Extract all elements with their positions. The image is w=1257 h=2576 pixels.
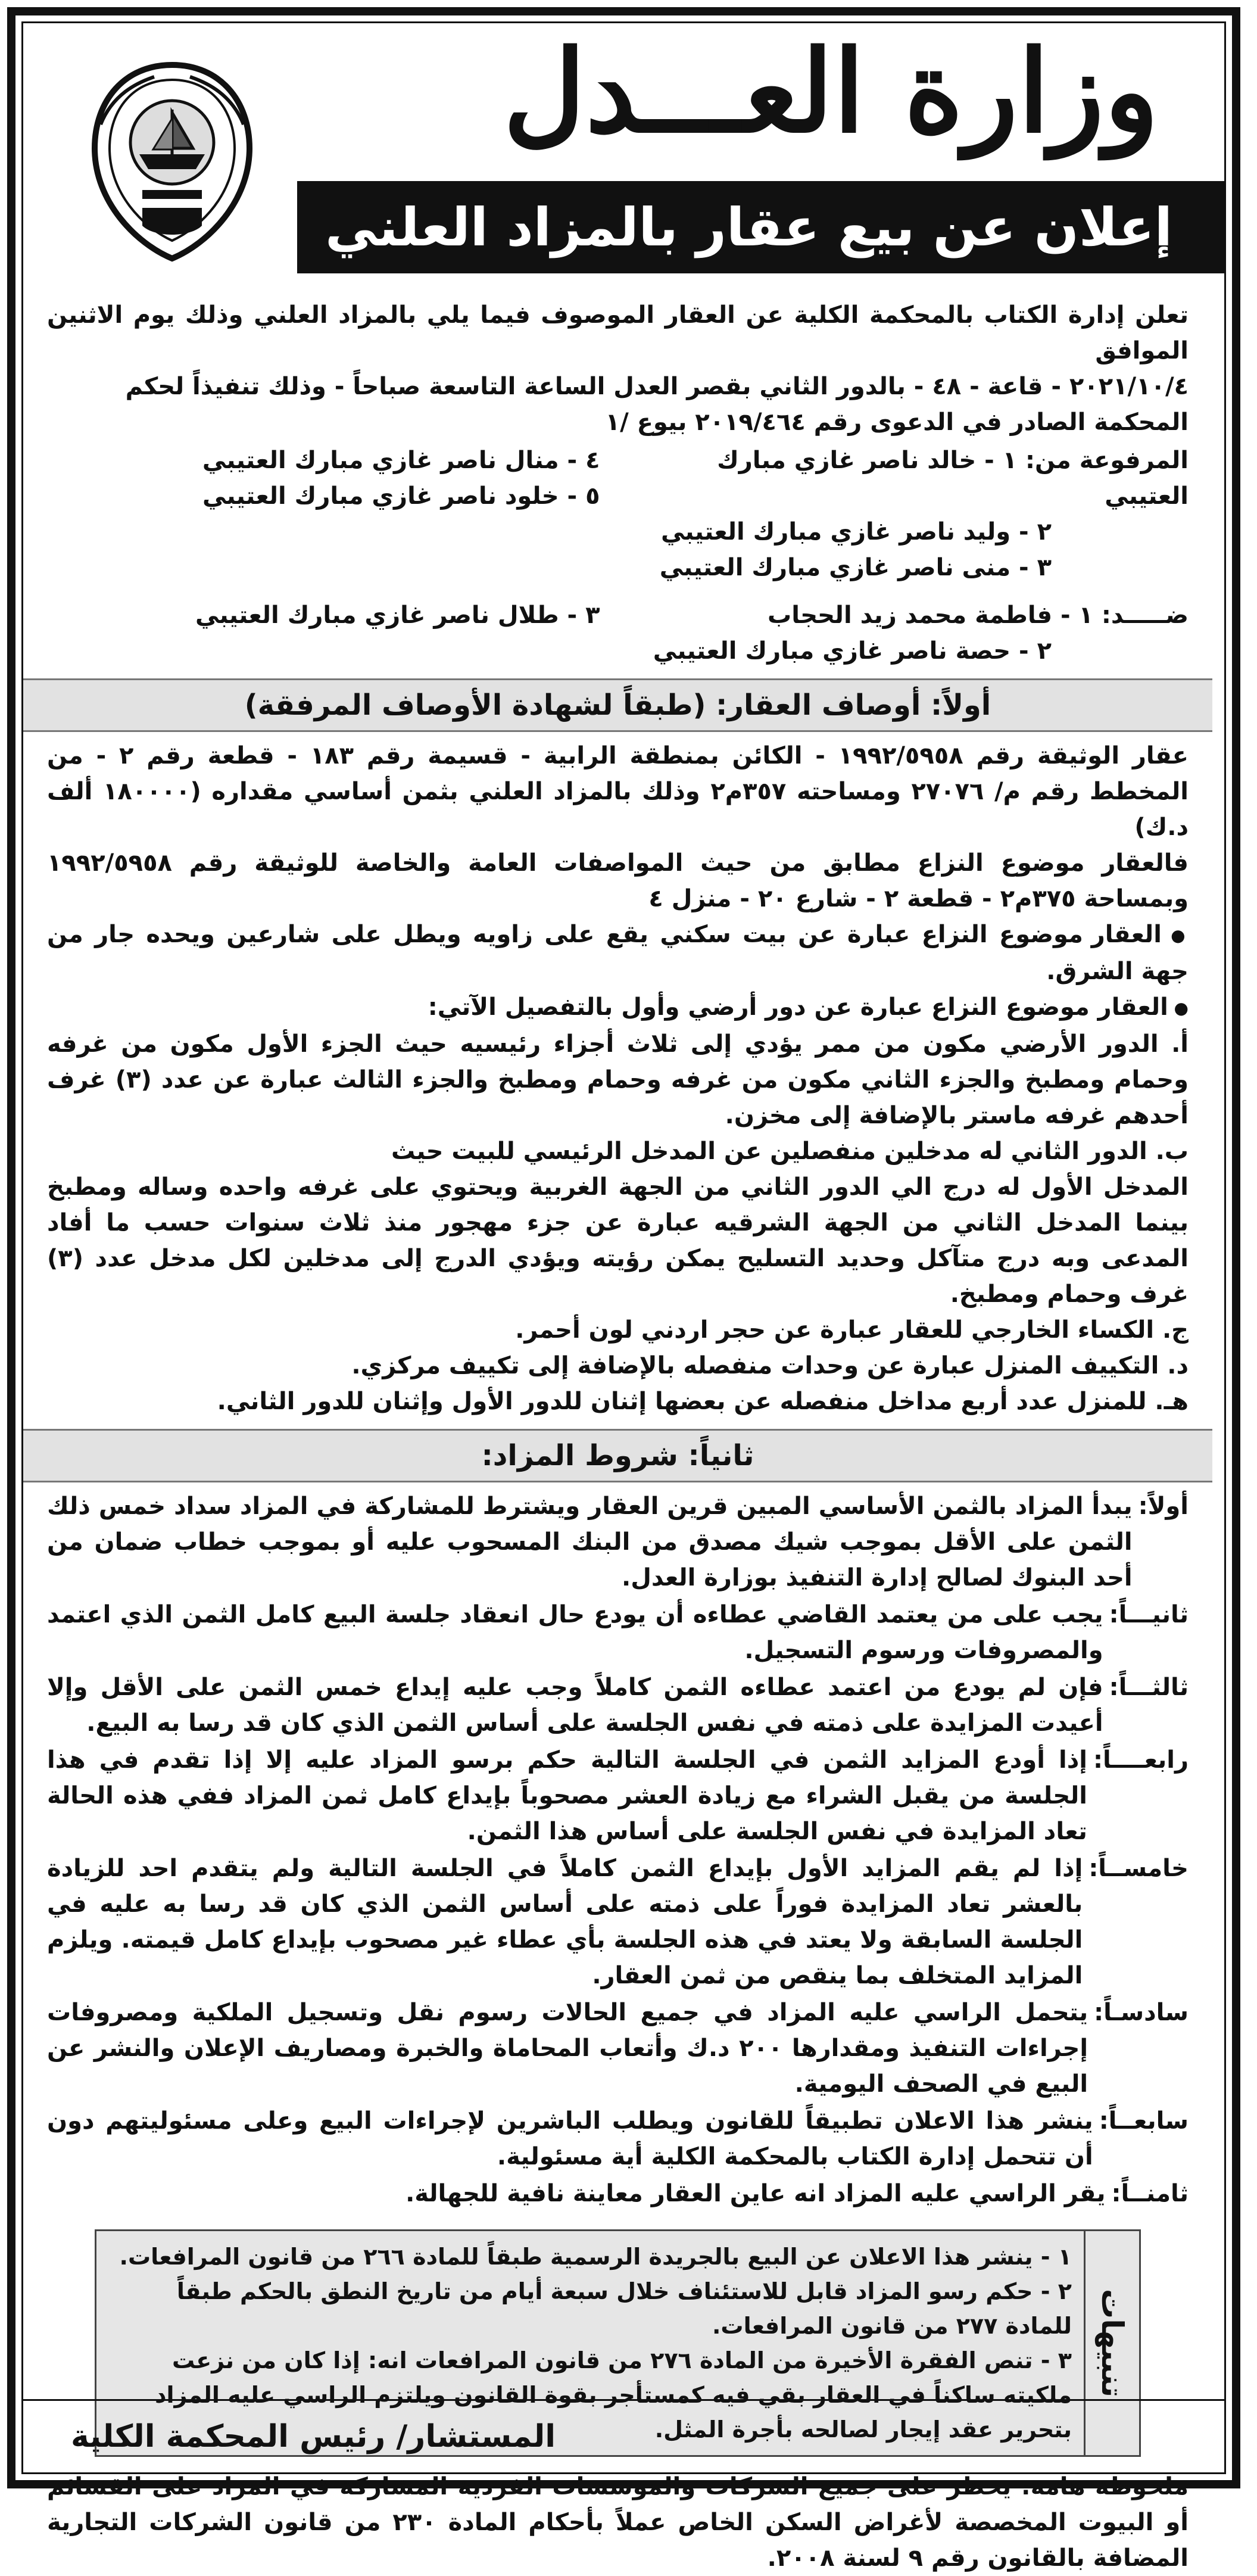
party-item: ٣ - منى ناصر غازي مبارك العتيبي: [659, 554, 1052, 581]
detail-item: المدخل الأول له درج الي الدور الثاني من الجهة الغربية ويحتوي على غرفه واحده وساله ومطبخ بينما المدخل الثاني من الجهة الشرقيه عبارة عن جزء مهجور منذ ثلاث سنوات حسب ما أفاد المدعى وبه درج متآكل وحديد التسليح يمكن رؤيته ويؤدي الدرج إلى مدخلين لكل مدخل عدد (٣) غرف وحمام ومطبخ.: [47, 1173, 1189, 1308]
condition-text: يبدأ المزاد بالثمن الأساسي المبين قرين العقار ويشترط للمشاركة في المزاد سداد خمس ذلك الثمن على الأقل بموجب شيك مصدق من البنك المسحوب عليه أو بموجب خطاب ضمان من أحد البنوك لصالح إدارة التنفيذ بوزارة العدل.: [47, 1493, 1133, 1591]
property-paragraph: فالعقار موضوع النزاع مطابق من حيث المواصفات العامة والخاصة للوثيقة رقم ١٩٩٢/٥٩٥٨ وبمساحة ٣٧٥م٢ - قطعة ٢ - شارع ٢٠ - منزل ٤: [47, 849, 1189, 912]
condition-item: [47, 1851, 1189, 1993]
detail-item: ب. الدور الثاني له مدخلين منفصلين عن المدخل الرئيسي للبيت حيث: [391, 1138, 1189, 1165]
note-item: ٣ - تنص الفقرة الأخيرة من المادة ٢٧٦ من قانون المرافعات انه: إذا كان من نزعت ملكيته ساكناً في العقار بقي فيه كمستأجر بقوة القانون ويلتزم الراسي عليه المزاد بتحرير عقد إيجار لصالحه بأجرة المثل.: [154, 2347, 1072, 2443]
condition-item: [47, 1488, 1189, 1596]
condition-label: خامســاً:: [1088, 1855, 1189, 1882]
condition-label: سابعــاً:: [1099, 2107, 1189, 2135]
condition-item: [47, 1742, 1189, 1849]
content: [47, 297, 1189, 2576]
party-item: ٥ - خلود ناصر غازي مبارك العتيبي: [202, 482, 600, 510]
condition-text: يتحمل الراسي عليه المزاد في جميع الحالات رسوم نقل وتسجيل الملكية ومصروفات إجراءات التنفيذ ومقدارها ٢٠٠ د.ك وأتعاب المحاماة والخبرة ومصاريف الإعلان والنشر عن البيع في الصحف اليومية.: [47, 1999, 1088, 2098]
ministry-title: وزارة العـــدل: [503, 25, 1159, 158]
plaintiffs-label: المرفوعة من:: [1025, 447, 1189, 474]
condition-label: سادسـاً:: [1094, 1999, 1189, 2026]
condition-item: [47, 2103, 1189, 2175]
condition-text: يجب على من يعتمد القاضي عطاءه أن يودع حال انعقاد جلسة البيع كامل الثمن الذي اعتمد والمصروفات ورسوم التسجيل.: [47, 1601, 1103, 1664]
detail-item: ج. الكساء الخارجي للعقار عبارة عن حجر اردني لون أحمر.: [515, 1316, 1189, 1344]
condition-label: أولاً:: [1138, 1493, 1189, 1520]
party-item: ١ - خالد ناصر غازي مبارك العتيبي: [717, 447, 1189, 510]
condition-label: ثامنــاً:: [1111, 2180, 1189, 2207]
section-title-conditions: ثانياً: شروط المزاد:: [23, 1429, 1212, 1482]
party-item: ٢ - وليد ناصر غازي مبارك العتيبي: [660, 518, 1052, 546]
party-item: ٢ - حصة ناصر غازي مبارك العتيبي: [653, 637, 1052, 665]
defendants-list: [47, 597, 1189, 669]
advertisement-frame: [7, 7, 1240, 2572]
intro-line: ٢٠٢١/١٠/٤ - قاعة - ٤٨ - بالدور الثاني بقصر العدل الساعة التاسعة صباحاً - وذلك تنفيذاً لحكم: [125, 373, 1189, 400]
note-item: ١ - ينشر هذا الاعلان عن البيع بالجريدة الرسمية طبقاً للمادة ٢٦٦ من قانون المرافعات.: [119, 2244, 1072, 2270]
intro-line: تعلن إدارة الكتاب بالمحكمة الكلية عن العقار الموصوف فيما يلي بالمزاد العلني وذلك يوم الاثنين الموافق: [47, 301, 1189, 365]
detail-item: أ. الدور الأرضي مكون من ممر يؤدي إلى ثلاث أجزاء رئيسيه حيث الجزء الأول مكون من غرفه وحمام ومطبخ والجزء الثاني مكون من غرفه وحمام ومطبخ والجزء الثالث عبارة عن عدد (٣) غرف أحدهم غرفه ماستر بالإضافة إلى مخزن.: [47, 1030, 1189, 1129]
party-item: ٣ - طلال ناصر غازي مبارك العتيبي: [195, 602, 600, 629]
advertisement-inner-border: [21, 21, 1226, 2572]
condition-item: [47, 1669, 1189, 1741]
defendants-label: ضـــــد:: [1101, 602, 1189, 629]
signature: المستشار/ رئيس المحكمة الكلية: [71, 2419, 556, 2454]
intro-line: المحكمة الصادر في الدعوى رقم ٢٠١٩/٤٦٤ بيوع /١: [605, 409, 1189, 436]
condition-text: ينشر هذا الاعلان تطبيقاً للقانون ويطلب الباشرين لإجراءات البيع وعلى مسئوليتهم دون أن تتحمل إدارة الكتاب بالمحكمة الكلية أية مسئولية.: [47, 2107, 1093, 2170]
bullet-item: ● العقار موضوع النزاع عبارة عن دور أرضي وأول بالتفصيل الآتي:: [47, 989, 1189, 1026]
section-title-descriptions: أولاً: أوصاف العقار: (طبقاً لشهادة الأوصاف المرفقة): [23, 678, 1212, 732]
announcement-banner: إعلان عن بيع عقار بالمزاد العلني: [297, 181, 1224, 273]
condition-text: إذا لم يقم المزايد الأول بإيداع الثمن كاملاً في الجلسة التالية ولم يتقدم احد للزيادة بالعشر تعاد المزايدة فوراً على ذمته على أساس الثمن الذي كان قد رسا به عليه في الجلسة السابقة ولا يعتد في هذه الجلسة بأي عطاء غير مصحوب بإيداع كامل قيمته. ويلزم المزايد المتخلف بما ينقص من ثمن العقار.: [47, 1855, 1083, 1989]
condition-text: يقر الراسي عليه المزاد انه عاين العقار معاينة نافية للجهالة.: [406, 2180, 1106, 2207]
party-item: ٤ - منال ناصر غازي مبارك العتيبي: [202, 447, 600, 474]
detail-item: د. التكييف المنزل عبارة عن وحدات منفصله بالإضافة إلى تكييف مركزي.: [351, 1352, 1189, 1379]
property-paragraph: عقار الوثيقة رقم ١٩٩٢/٥٩٥٨ - الكائن بمنطقة الرابية - قسيمة رقم ١٨٣ - قطعة رقم ٢ - من المخطط رقم م/ ٢٧٠٧٦ ومساحته ٣٥٧م٢ وذلك بالمزاد العلني بثمن أساسي مقداره (١٨٠٠٠٠ ألف د.ك): [47, 742, 1189, 841]
general-note: ملحوظة هامة: يحظر على جميع الشركات والمؤسسات الفردية المشاركة في المزاد على القسائم أو البيوت المخصصة لأغراض السكن الخاص عملاً بأحكام المادة ٢٣٠ من قانون الشركات التجارية المضافة بالقانون رقم ٩ لسنة ٢٠٠٨.: [47, 2473, 1189, 2572]
condition-label: ثانيـــاً:: [1109, 1601, 1189, 1628]
plaintiffs-right: [636, 443, 1189, 585]
notes-label: تنبيهات: [1095, 2288, 1130, 2398]
defendants-left: [47, 597, 600, 669]
condition-item: [47, 1995, 1189, 2102]
party-item: ١ - فاطمة محمد زيد الحجاب: [768, 602, 1093, 629]
detail-item: هـ. للمنزل عدد أربع مداخل منفصله عن بعضها إثنان للدور الأول وإثنان للدور الثاني.: [217, 1388, 1189, 1415]
plaintiffs-list: [47, 443, 1189, 585]
plaintiffs-left: [47, 443, 600, 585]
condition-item: [47, 1597, 1189, 1668]
defendants-right: [636, 597, 1189, 669]
condition-text: إذا أودع المزايد الثمن في الجلسة التالية حكم برسو المزاد عليه إلا إذا تقدم في هذا الجلسة من يقبل الشراء مع زيادة العشر مصحوباً بإيداع كامل ثمن المزاد ففي هذه الحالة تعاد المزايدة في نفس الجلسة على أساس هذا الثمن.: [47, 1746, 1087, 1845]
condition-item: [47, 2176, 1189, 2211]
condition-label: رابعــــاً:: [1093, 1746, 1189, 1774]
bullet-item: ● العقار موضوع النزاع عبارة عن بيت سكني يقع على زاويه ويطل على شارعين ويحده جار من جهة الشرق.: [47, 917, 1189, 989]
kuwait-emblem-icon: [83, 53, 261, 273]
header: [23, 23, 1224, 285]
condition-label: ثالثـــاً:: [1109, 1674, 1189, 1701]
note-item: ٢ - حكم رسو المزاد قابل للاستئناف خلال سبعة أيام من تاريخ النطق بالحكم طبقاً للمادة ٢٧٧ من قانون المرافعات.: [176, 2278, 1072, 2339]
footer: [23, 2399, 1224, 2472]
condition-text: فإن لم يودع من اعتمد عطاءه الثمن كاملاً وجب عليه إيداع خمس الثمن على الأقل وإلا أعيدت المزايدة على ذمته في نفس الجلسة على أساس الثمن الذي كان قد رسا به البيع.: [47, 1674, 1103, 1737]
